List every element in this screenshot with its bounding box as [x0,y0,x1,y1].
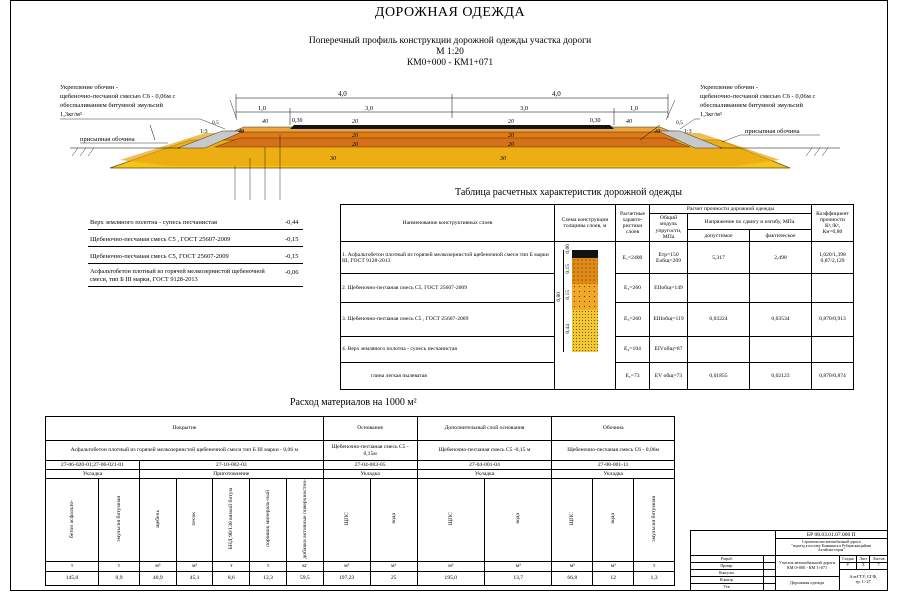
stamp-lbl-sheet: Лист [857,555,870,562]
mark-20-e: 20 [352,142,358,148]
t1-h-char: Расчетные характе-ристики слоев [620,210,645,236]
t1-r5-fact: 0,02123 [750,363,812,390]
t2-op-2: Приготовление [139,470,323,479]
t1-r5-mod: EV общ=73 [650,363,688,390]
t1-h-kmin: Кн=0,80 [822,229,843,236]
t1-r2-char: E₂=260 [616,274,650,303]
t2-col-header-row [46,479,675,562]
layer-value-2: -0,15 [285,236,299,243]
ann-left-2: щебеночно-песчаной смесью С6 - 0,06м с [60,93,176,100]
dim-right-10: 1,0 [630,105,639,112]
dim-left-030: 0,30 [292,118,303,124]
stamp-desc-1: Строительство автомобильной дороги [802,540,861,545]
t2-group-coat: Покрытие [46,417,324,441]
t2-unit-1: т [46,561,99,571]
t1-r2-allow [688,274,750,303]
ann-right-2: щебеночно-песчаной смесью С6 - 0,06м с [700,93,816,100]
dim-left-30: 3,0 [365,105,374,112]
layer-label-3: Щебеночно-песчаная смесь С5, ГОСТ 25607-2009 [90,253,229,260]
t1-h-coef2: Кᵖᵣ/Кᵖᵣ [824,223,841,230]
t2-desc-addbase: Щебеночно-песчаная смесь С5 -0,15 м [417,441,552,461]
dim-left-40: 4,0 [338,90,347,98]
t1-r1-char: E₁=2400 [616,242,650,274]
stamp-role-3: Консульт. [691,569,764,576]
layer-label-2: Щебеночно-песчаная смесь С5 , ГОСТ 25607-2009 [90,236,231,243]
t1-r3-allow: 0,03224 [688,303,750,336]
t2-val-6: 12,3 [250,571,287,585]
mark-40-right: 40 [626,119,632,125]
t2-unit-5: т [213,561,250,571]
t2-op-5: Укладка [552,470,675,479]
offset-left: 0,5 [212,120,219,126]
stamp-desc-3: Алтайского края" [817,547,845,552]
t2-unit-7: кг [286,561,323,571]
t2-op-4: Укладка [417,470,552,479]
t2-unit-10: м³ [417,561,484,571]
dim-right-40: 4,0 [552,90,561,98]
t2-code-5: 27-08-001-11 [552,461,675,470]
prisyp-right: присыпная обочина [745,128,800,135]
t2-val-1: 145,0 [46,571,99,585]
t1-h-coef: Коэффициент прочности [816,210,849,223]
t2-unit-3: м³ [139,561,176,571]
mark-30-b: 30 [500,156,506,162]
t2-desc-coat: Асфальтобетон плотный из горячей мелкозернистой щебеночной смеси тип Б III марки - 0,06 м [46,441,324,461]
t2-col-12: ЩПС [569,512,576,526]
t1-r5-char: E₅=73 [616,363,650,390]
km-range: КМ0+000 - КМ1+071 [406,58,494,68]
mark-20-d: 20 [508,133,514,139]
t1-r1-allow: 5,317 [688,242,750,274]
t2-unit-row [46,561,675,571]
stamp-lbl-stage: Стадия [839,555,857,562]
t1-r5-allow: 0,01855 [688,363,750,390]
t2-unit-4: м³ [176,561,213,571]
slope-right: 1:3 [684,129,692,135]
t1-sch-d2: 0,15 [565,264,571,274]
t2-unit-14: т [634,561,675,571]
layer-value-3: -0,15 [285,253,299,260]
layer-label-4: Асфальтобетон плотный из горячей мелкозернистой щебеночной смеси, тип Б III марки, ГОСТ 9128-2013 [90,268,265,283]
t1-r4-allow [688,336,750,363]
layer-label-1: Верх земляного полотна - супесь песчанистая [90,219,218,226]
t2-val-8: 197,23 [323,571,370,585]
t2-col-6: порошок минераль-ный [264,490,271,548]
materials-table [45,416,675,586]
t1-h-fact: фактическое [765,232,796,239]
t1-sch-d3: 0,15 [565,290,571,300]
t1-r1-coef-b: 0,87/2,129 [820,257,845,264]
stamp-org-1: АлтГТУ, СГФ, [849,573,878,579]
t2-val-14: 1,3 [634,571,675,585]
offset-right: 0,5 [676,120,683,126]
t2-col-9: вода [390,513,397,525]
t1-r3-mod: EIIIобщ=119 [650,303,688,336]
t2-unit-12: м³ [552,561,593,571]
mark-20-a: 20 [352,119,358,125]
scale-label: М 1:20 [436,47,464,57]
t1-sch-d4: 0,44 [565,324,571,334]
t1-r2-mod: EIIобщ=149 [650,274,688,303]
t2-col-13: вода [610,513,617,525]
t2-unit-2: т [99,561,140,571]
page-title: ДОРОЖНАЯ ОДЕЖДА [374,5,526,20]
characteristics-table [340,204,854,390]
t2-group-base: Основание [323,417,417,441]
title-block [690,530,888,591]
t2-unit-13: м³ [593,561,634,571]
t1-h-allow: допустимое [704,232,733,239]
t2-code-4: 27-04-001-04 [417,461,552,470]
stamp-sheet-name: Дорожная одежда [775,576,839,590]
ann-left-1: Укрепление обочин - [60,84,119,91]
t1-r4-mod: EIVобщ=87 [650,336,688,363]
ann-left-3: обеспыливанием битумной эмульсий [60,102,163,109]
t2-group-addbase: Дополнительный слой основания [417,417,552,441]
t1-sch-tot: 0,80 [556,292,562,302]
slope-left: 1:3 [200,129,208,135]
t1-r3-fact: 0,03534 [750,303,812,336]
t1-r5-name-text: глина легкая пылеватая [371,373,427,380]
cross-profile-drawing [0,0,900,200]
t2-col-3: щебень [154,509,161,528]
ann-right-3: обеспыливанием битумной эмульсий [700,102,803,109]
stamp-role-6: Утв. [691,583,764,590]
profile-subtitle: Поперечный профиль конструкции дорожной одежды участка дороги [308,36,592,46]
ann-left-4: 1,3кг/м² [60,111,82,118]
t2-val-9: 25 [370,571,417,585]
table1-title: Таблица расчетных характеристик дорожной одежды [455,187,682,198]
t2-op-3: Укладка [323,470,417,479]
t2-unit-8: м³ [323,561,370,571]
t1-r1-mod-a: Eтр=150 [658,251,679,258]
t2-col-11: вода [515,513,522,525]
t2-group-shoulder: Обочина [552,417,675,441]
t2-col-7: добавки активные поверхностно- [301,479,308,559]
stamp-lbl-sheets: Листов [870,555,888,562]
t1-h-mod: Общий модуль упругости, МПа [655,215,682,240]
t1-r4-char: E₄=104 [616,336,650,363]
stamp-role-1: Разраб. [691,555,764,562]
mark-40-c: 40 [238,129,244,135]
t1-h-calc: Расчет прочности дорожной одежды [686,205,775,212]
t1-r4-coef [812,336,854,363]
t2-unit-6: т [250,561,287,571]
t2-val-7: 59,5 [286,571,323,585]
mark-20-c: 20 [352,133,358,139]
t1-r2-coef [812,274,854,303]
t2-val-2: 0,9 [99,571,140,585]
t2-col-10: ЩПС [447,512,454,526]
t1-h-name: Наименование конструктивных слоев [402,220,493,227]
t1-r4-fact [750,336,812,363]
layer-value-1: -0,44 [285,219,299,226]
mark-40-left: 40 [262,119,268,125]
t2-code-2: 27-10-002-03 [139,461,323,470]
t2-val-5: 8,6 [213,571,250,585]
t2-op-1: Укладка [46,470,140,479]
stamp-stage: У [839,562,857,569]
t2-code-1: 27-06-020-01;27-06-021-01 [46,461,140,470]
t1-r4-name: 4. Верх земляного полотна - супесь песчанистая [341,336,555,363]
t1-r1-name: 1. Асфальтобетон плотный из горячей мелкозернистой щебеночной смеси тип Б марки III, ГОСТ 9128-2013 [341,242,555,274]
t2-val-12: 66,8 [552,571,593,585]
t1-schema-cell [555,242,616,390]
t1-r1-fact: 2,498 [750,242,812,274]
t2-val-4: 45,1 [176,571,213,585]
dim-right-30: 3,0 [520,105,529,112]
t1-r2-fact [750,274,812,303]
layer-value-4: -0,06 [285,269,299,276]
t2-val-10: 195,0 [417,571,484,585]
t2-unit-11: м³ [485,561,552,571]
t2-desc-shoulder: Щебеночно-песчаная смесь С6 - 0,06м [552,441,675,461]
t1-r1-coef-a: 1,020/1,398 [819,251,846,258]
t2-col-1: бетон асфальто- [68,499,75,538]
ann-right-4: 1,3кг/м² [700,111,722,118]
t2-desc-base: Щебеночно-песчаная смесь С5 - 0,15м [323,441,417,461]
stamp-role-2: Провер. [691,562,764,569]
dim-right-030: 0,30 [590,118,601,124]
dim-left-10: 1,0 [258,105,267,112]
t2-unit-9: м³ [370,561,417,571]
t2-val-3: 40,9 [139,571,176,585]
table2-title: Расход материалов на 1000 м² [290,397,417,408]
t2-val-13: 12 [593,571,634,585]
ann-right-1: Укрепление обочин - [700,84,759,91]
t1-h-schema: Схема конструкции толщины слоев, м [561,216,609,230]
mark-20-f: 20 [508,142,514,148]
t2-col-5: БНД 90/130 вязкий битум [228,488,235,550]
t1-r3-coef: 0,870/0,913 [812,303,854,336]
t1-r3-char: E₃=260 [616,303,650,336]
t2-col-14: эмульсия битумная [650,495,657,542]
t1-r5-coef: 0,870/0,874 [812,363,854,390]
mark-40-d: 40 [654,129,660,135]
mark-30-a: 30 [330,156,336,162]
stamp-sheet: 3 [857,562,870,569]
mark-20-b: 20 [508,119,514,125]
stamp-org-2: гр. С-27 [855,578,871,584]
t1-h-stress: Напряжение по сдвигу и изгибу, МПа [704,218,795,225]
stamp-obj-1: Участок автомобильной дороги [778,560,836,566]
t1-r5-name [341,363,555,390]
t2-code-3: 27-04-003-05 [323,461,417,470]
stamp-obj-2: КМ 0+000 - КМ 1+071 [786,564,828,570]
t1-r2-name: 2. Щебеночно-песчаная смесь С5, ГОСТ 25607-2009 [341,274,555,303]
stamp-sheets: 7 [870,562,888,569]
stamp-code: БР 08.03.01.07.000 П [775,531,887,539]
t2-val-11: 13,7 [485,571,552,585]
stamp-role-5: Н.контр. [691,576,764,583]
t2-col-4: песок [191,511,198,526]
t1-r1-mod-b: Eобщ=209 [656,257,681,264]
stamp-desc-2: "подъезд к поселку Калининск и Рубцовская районе [791,544,872,549]
t2-col-8: ЩПС [343,512,350,526]
t1-sch-d1: 0,06 [565,244,571,254]
t1-r3-name: 3. Щебеночно-песчаная смесь С5 , ГОСТ 25607-2009 [341,303,555,336]
t2-col-2: эмульсия битумная [115,495,122,542]
t2-value-row [46,571,675,585]
prisyp-left: присыпная обочина [80,136,135,143]
